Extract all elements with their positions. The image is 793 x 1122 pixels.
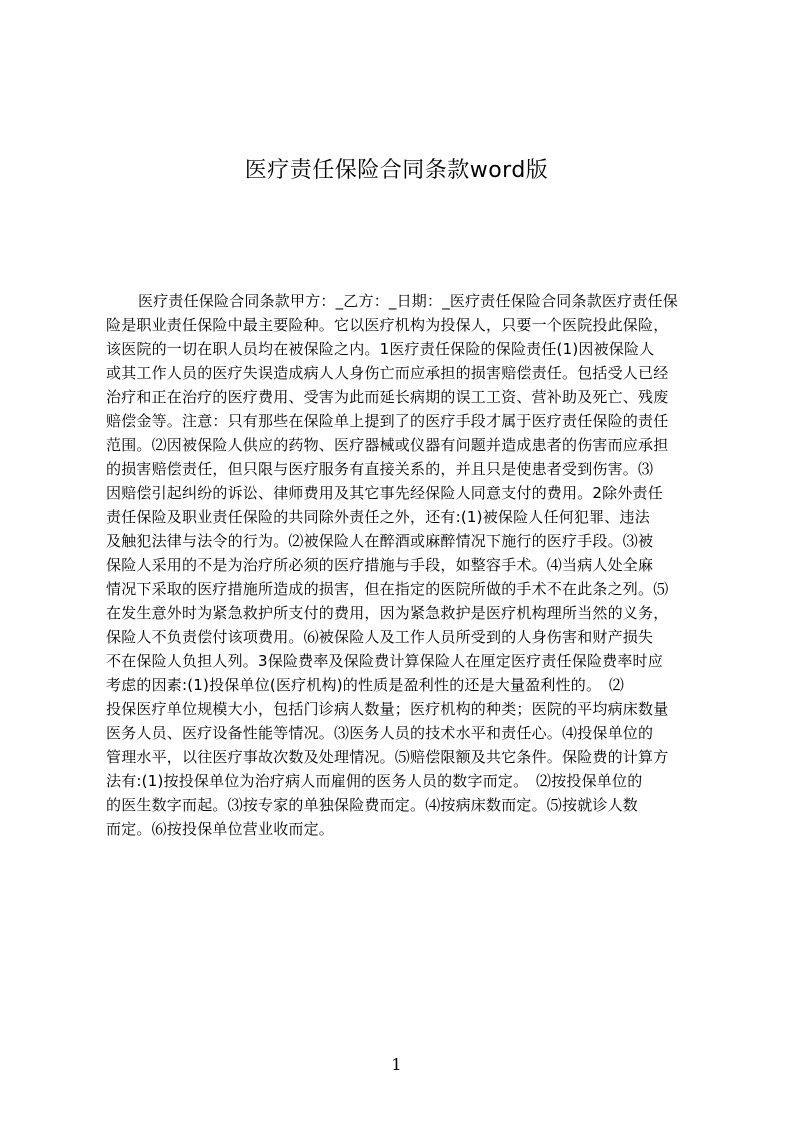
body-line: 因赔偿引起纠纷的诉讼、律师费用及其它事先经保险人同意支付的费用。2除外责任	[106, 484, 663, 502]
body-line: 或其工作人员的医疗失误造成病人人身伤亡而应承担的损害赔偿责任。包括受人已经	[106, 364, 669, 382]
body-line: 而定。⑹按投保单位营业收而定。	[106, 820, 335, 838]
body-line: 法有:(1)按投保单位为治疗病人而雇佣的医务人员的数字而定。 ⑵按投保单位的	[106, 772, 643, 790]
body-line: 责任保险及职业责任保险的共同除外责任之外，还有:(1)被保险人任何犯罪、违法	[106, 508, 650, 526]
document-body	[106, 289, 698, 909]
body-line: 在发生意外时为紧急救护所支付的费用，因为紧急救护是医疗机构理所当然的义务，	[106, 604, 669, 622]
page-number: 1	[391, 1055, 402, 1074]
body-line: 医疗责任保险合同条款甲方：_乙方：_日期：_医疗责任保险合同条款医疗责任保	[138, 292, 678, 310]
body-line: 及触犯法律与法令的行为。⑵被保险人在醉酒或麻醉情况下施行的医疗手段。⑶被	[106, 532, 654, 550]
body-line: 赔偿金等。注意：只有那些在保险单上提到了的医疗手段才属于医疗责任保险的责任	[106, 412, 669, 430]
body-line: 保险人不负责偿付该项费用。⑹被保险人及工作人员所受到的人身伤害和财产损失	[106, 628, 654, 646]
body-line: 情况下采取的医疗措施所造成的损害，但在指定的医院所做的手术不在此条之列。⑸	[106, 580, 669, 598]
body-line: 医务人员、医疗设备性能等情况。⑶医务人员的技术水平和责任心。⑷投保单位的	[106, 724, 654, 742]
body-line: 范围。⑵因被保险人供应的药物、医疗器械或仪器有问题并造成患者的伤害而应承担	[106, 436, 669, 454]
body-line: 不在保险人负担人列。3保险费率及保险费计算保险人在厘定医疗责任保险费率时应	[106, 652, 663, 670]
body-line: 的损害赔偿责任，但只限与医疗服务有直接关系的，并且只是使患者受到伤害。⑶	[106, 460, 654, 478]
body-line: 投保医疗单位规模大小，包括门诊病人数量；医疗机构的种类；医院的平均病床数量	[106, 700, 669, 718]
body-line: 险是职业责任保险中最主要险种。它以医疗机构为投保人，只要一个医院投此保险，	[106, 316, 669, 334]
body-line: 的医生数字而起。⑶按专家的单独保险费而定。⑷按病床数而定。⑸按就诊人数	[106, 796, 639, 814]
body-line: 管理水平，以往医疗事故次数及处理情况。⑸赔偿限额及共它条件。保险费的计算方	[106, 748, 669, 766]
body-line: 保险人采用的不是为治疗所必须的医疗措施与手段，如整容手术。⑷当病人处全麻	[106, 556, 654, 574]
body-line: 考虑的因素:(1)投保单位(医疗机构)的性质是盈利性的还是大量盈利性的。 ⑵	[106, 676, 625, 694]
document-title: 医疗责任保险合同条款word版	[244, 157, 549, 183]
body-line: 治疗和正在治疗的医疗费用、受害为此而延长病期的误工工资、营补助及死亡、残废	[106, 388, 669, 406]
body-line: 该医院的一切在职人员均在被保险之内。1医疗责任保险的保险责任(1)因被保险人	[106, 340, 655, 358]
